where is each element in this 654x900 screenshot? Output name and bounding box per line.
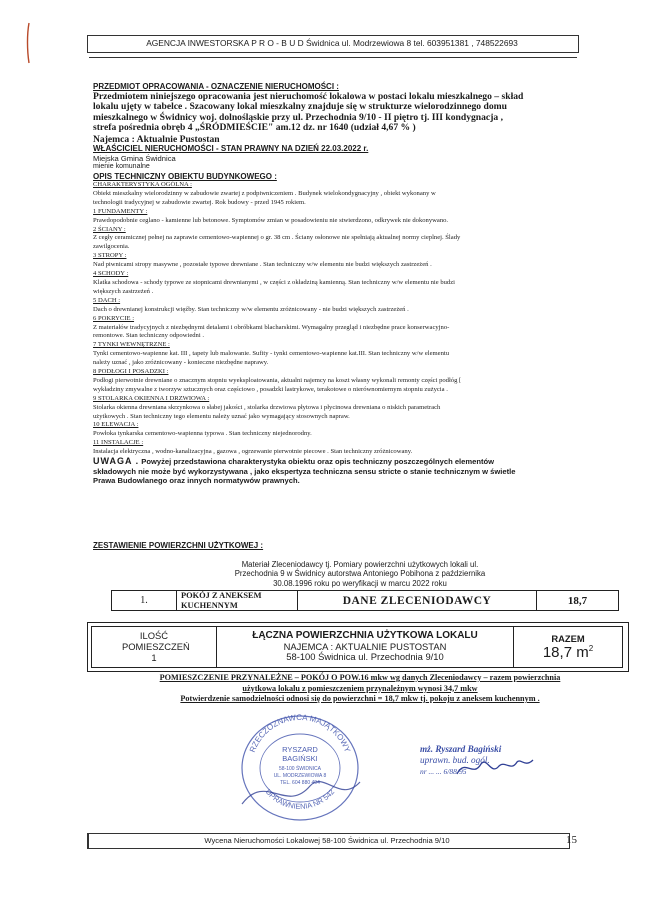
- technical-heading: OPIS TECHNICZNY OBIEKTU BUDYNKOWEGO :: [93, 172, 277, 181]
- warning-label: UWAGA .: [93, 456, 140, 467]
- property-address: 58-100 Świdnica ul. Przechodnia 9/10: [286, 651, 444, 663]
- margin-pen-mark: [26, 22, 31, 64]
- appurtenant-line: Potwierdzenie samodzielności odnosi się do powierzchni = 18,7 mkw tj. pokoju z aneksem kuchennym .: [180, 694, 540, 703]
- section-line: Nad piwnicami stropy masywne , pozostałe typowe drewniane . Stan techniczny w/w elementu nie budzi większych zastrzeżeń .: [93, 261, 432, 269]
- general-heading: CHARAKTERYSTYKA OGÓLNA :: [93, 181, 192, 188]
- subject-line: mieszkalnego w Świdnicy woj. dolnośląskie przy ul. Przechodnia 9/10 - II piętro tj. III kondygnacja ,: [93, 111, 503, 123]
- section-title: 11 INSTALACJE :: [93, 439, 144, 447]
- section-line: Stolarka okienna drewniana skrzynkowa o słabej jakości , stolarka drzwiowa płytowa i płycinowa drewniana o niskich parametrach: [93, 403, 441, 411]
- owner-type: mienie komunalne: [93, 163, 150, 170]
- tenant-line: Najemca : Aktualnie Pustostan: [93, 134, 220, 145]
- signatory-license-number: nr ... ... 6/88/95: [420, 767, 467, 776]
- room-count-value: 1: [151, 652, 157, 663]
- sum-unit-superscript: 2: [588, 644, 594, 653]
- stamp-center-line: UL. MODRZEWIOWA 8: [273, 773, 327, 779]
- subject-heading: PRZEDMIOT OPRACOWANIA - OZNACZENIE NIERUCHOMOŚCI :: [93, 82, 339, 91]
- source-note: [150, 560, 570, 588]
- total-area-label: ŁĄCZNA POWIERZCHNIA UŻYTKOWA LOKALU: [252, 630, 478, 642]
- stamp-center-line: 58-100 ŚWIDNICA: [279, 766, 321, 772]
- sum-value: 18,7 m: [542, 644, 589, 661]
- owner-name: Miejska Gmina Świdnica: [93, 154, 176, 163]
- section-title: 6 POKRYCIE :: [93, 314, 135, 322]
- data-source: DANE ZLECENIODAWCY: [298, 591, 537, 611]
- subject-line: lokalu ujęty w tabelce . Szacowany lokal mieszkalny znajduje się w strukturze wielorodzinnego domu: [93, 101, 507, 113]
- section-line: wykładziny zmywalne z tworzyw sztucznych oraz częściowo , posadzki lastrykowe, terakotowe o nierównomiernym stopniu zużycia .: [93, 385, 448, 393]
- section-title: 5 DACH :: [93, 296, 121, 304]
- row-number: 1.: [112, 591, 177, 611]
- stamp-ring-text: RZECZOZNAWCA MAJĄTKOWY: [247, 712, 353, 754]
- subject-description: [93, 92, 633, 134]
- source-line: 30.08.1996 roku po weryfikacji w marcu 2022 roku: [273, 578, 447, 588]
- svg-text:UPRAWNIENIA NR 542: [264, 787, 337, 811]
- agency-header: AGENCJA INWESTORSKA P R O - B U D Świdnica ul. Modrzewiowa 8 tel. 603951381 , 748522693: [146, 38, 518, 48]
- table-row: [112, 591, 619, 611]
- section-title: 1 FUNDAMENTY :: [93, 207, 148, 215]
- sum-cell: [514, 627, 623, 668]
- section-line: zawilgocenia.: [93, 243, 130, 251]
- subject-line: Przedmiotem niniejszego opracowania jest nieruchomość lokalowa w postaci lokalu mieszkalnego – skład: [93, 91, 524, 102]
- section-line: Prawdopodobnie ceglano - kamienne lub betonowe. Symptomów zmian w posadowieniu nie stwierdzono, odkrywek nie dokonywano.: [93, 216, 449, 224]
- source-line: Materiał Zleceniodawcy tj. Pomiary powierzchni użytkowych lokali ul.: [241, 560, 479, 569]
- appraiser-stamp: [236, 712, 364, 824]
- section-line: większych zastrzeżeń .: [93, 287, 154, 295]
- section-line: należy uznać , jako zróżnicowany - konieczne niezbędne naprawy.: [93, 359, 269, 367]
- warning-line: składowych nie może być wykorzystywana , jako ekspertyza techniczna sensu stricte o stanie technicznym w świetle: [93, 466, 516, 476]
- section-line: użytkowych . Stan techniczny tego elementu należy uznać jako wymagający stosownych napraw.: [93, 412, 350, 420]
- section-title: 4 SCHODY :: [93, 270, 129, 278]
- stamp-center-line: TEL. 604 880 494: [280, 780, 320, 786]
- footer-text: Wycena Nieruchomości Lokalowej 58-100 Świdnica ul. Przechodnia 9/10: [204, 836, 450, 845]
- warning-note: [93, 457, 638, 486]
- room-area: 18,7: [537, 591, 619, 611]
- section-line: Z cegły ceramicznej pełnej na zaprawie cementowo-wapiennej o gr. 38 cm . Ściany osłonowe nie spełniają aktualnej normy cieplnej. Ślady: [93, 234, 461, 242]
- total-area-table: [91, 626, 623, 668]
- sum-label: RAZEM: [551, 633, 585, 644]
- section-line: Klatka schodowa - schody typowe ze stopnicami drewnianymi , w części z okładziną kamienną. Stan techniczny w/w elementu nie budzi: [93, 278, 455, 286]
- tenant-status: NAJEMCA : AKTUALNIE PUSTOSTAN: [283, 640, 447, 652]
- signatory-license: uprawn. bud. ogól.: [420, 755, 490, 765]
- section-line: Powłoka tynkarska cementowo-wapienna typowa . Stan techniczny niejednorodny.: [93, 430, 312, 438]
- room-name: POKÓJ Z ANEKSEM KUCHENNYM: [177, 591, 298, 611]
- room-count-label: ILOŚĆ POMIESZCZEŃ: [122, 630, 190, 652]
- technical-body: [93, 181, 638, 486]
- section-line: Z materiałów tradycyjnych z niezbędnymi detalami i obróbkami blacharskimi. Wymagalny przegląd i niezbędne prace konserwacyjno-: [93, 323, 450, 331]
- section-title: 2 ŚCIANY :: [93, 225, 126, 233]
- owner-heading: WŁAŚCICIEL NIERUCHOMOŚCI - STAN PRAWNY NA DZIEŃ 22.03.2022 r.: [93, 144, 369, 153]
- subject-line: strefa pośrednia obręb 4 „ŚRÓDMIEŚCIE" am.12 dz. nr 1640 (udział 4,67 % ): [93, 122, 416, 134]
- section-line: Podłogi pierwotnie drewniane o znacznym stopniu wyeksploatowania, aktualni najemcy na koszt własny wykonali remonty części podłóg [: [93, 376, 462, 384]
- stamp-name-last: BAGIŃSKI: [282, 754, 318, 763]
- section-line: Tynki cementowo-wapienne kat. III , tapety lub malowanie. Sufity - tynki cementowo-wapienne kat.III. Stan techniczny w/w elementu: [93, 350, 450, 358]
- section-title: 9 STOLARKA OKIENNA I DRZWIOWA :: [93, 394, 210, 402]
- appurtenant-note: [95, 673, 625, 705]
- warning-line: Prawa Budowlanego oraz innych normatywów prawnych.: [93, 476, 300, 486]
- rooms-table: [111, 590, 619, 611]
- section-title: 7 TYNKI WEWNĘTRZNE :: [93, 341, 170, 349]
- page-number: 15: [566, 834, 577, 846]
- table-row: [92, 627, 623, 668]
- section-line: remontowe. Stan techniczny odpowiedni .: [93, 332, 204, 340]
- stamp-name-first: RYSZARD: [282, 745, 318, 754]
- handwritten-signature: [455, 754, 535, 780]
- header-divider: [89, 57, 577, 58]
- appurtenant-line: użytkowa lokalu z pomieszczeniem przynależnym wynosi 34,7 mkw: [242, 683, 478, 693]
- appurtenant-line: POMIESZCZENIE PRZYNALEŻNE – POKÓJ O POW.16 mkw wg danych Zleceniodawcy – razem powierzchnia: [159, 673, 561, 682]
- section-title: 8 PODŁOGI I POSADZKI :: [93, 368, 169, 376]
- stamp-bottom-text: UPRAWNIENIA NR 542: [263, 787, 337, 811]
- source-line: Przechodnia 9 w Świdnicy autorstwa Antoniego Pobihona z października: [234, 569, 486, 579]
- section-title: 3 STROPY :: [93, 252, 127, 260]
- room-count-cell: [92, 627, 217, 668]
- total-label-cell: [217, 627, 514, 668]
- general-line: technologii tradycyjnej w zabudowie zwartej. Rok budowy - przed 1945 rokiem.: [93, 198, 306, 206]
- general-line: Obiekt mieszkalny wielorodzinny w zabudowie zwartej z podpiwniczeniem . Budynek wielokondygnacyjny , obiekt wykonany w: [93, 189, 436, 197]
- section-line: Dach o drewnianej konstrukcji więźby. Stan techniczny w/w elementu zróżnicowany - nie budzi większych zastrzeżeń .: [93, 305, 409, 313]
- section-title: 10 ELEWACJA :: [93, 421, 139, 429]
- section-line: Instalacja elektryczna , wodno-kanalizacyjna , gazowa , ogrzewanie pierwotnie piecowe . Stan techniczny zróżnicowany.: [93, 448, 413, 456]
- warning-line: Powyżej przedstawiona charakterystyka obiektu oraz opis techniczny poszczególnych elementów: [139, 457, 495, 467]
- summary-heading: ZESTAWIENIE POWIERZCHNI UŻYTKOWEJ :: [93, 541, 264, 550]
- signatory-name: mż. Ryszard Bagiński: [420, 744, 502, 754]
